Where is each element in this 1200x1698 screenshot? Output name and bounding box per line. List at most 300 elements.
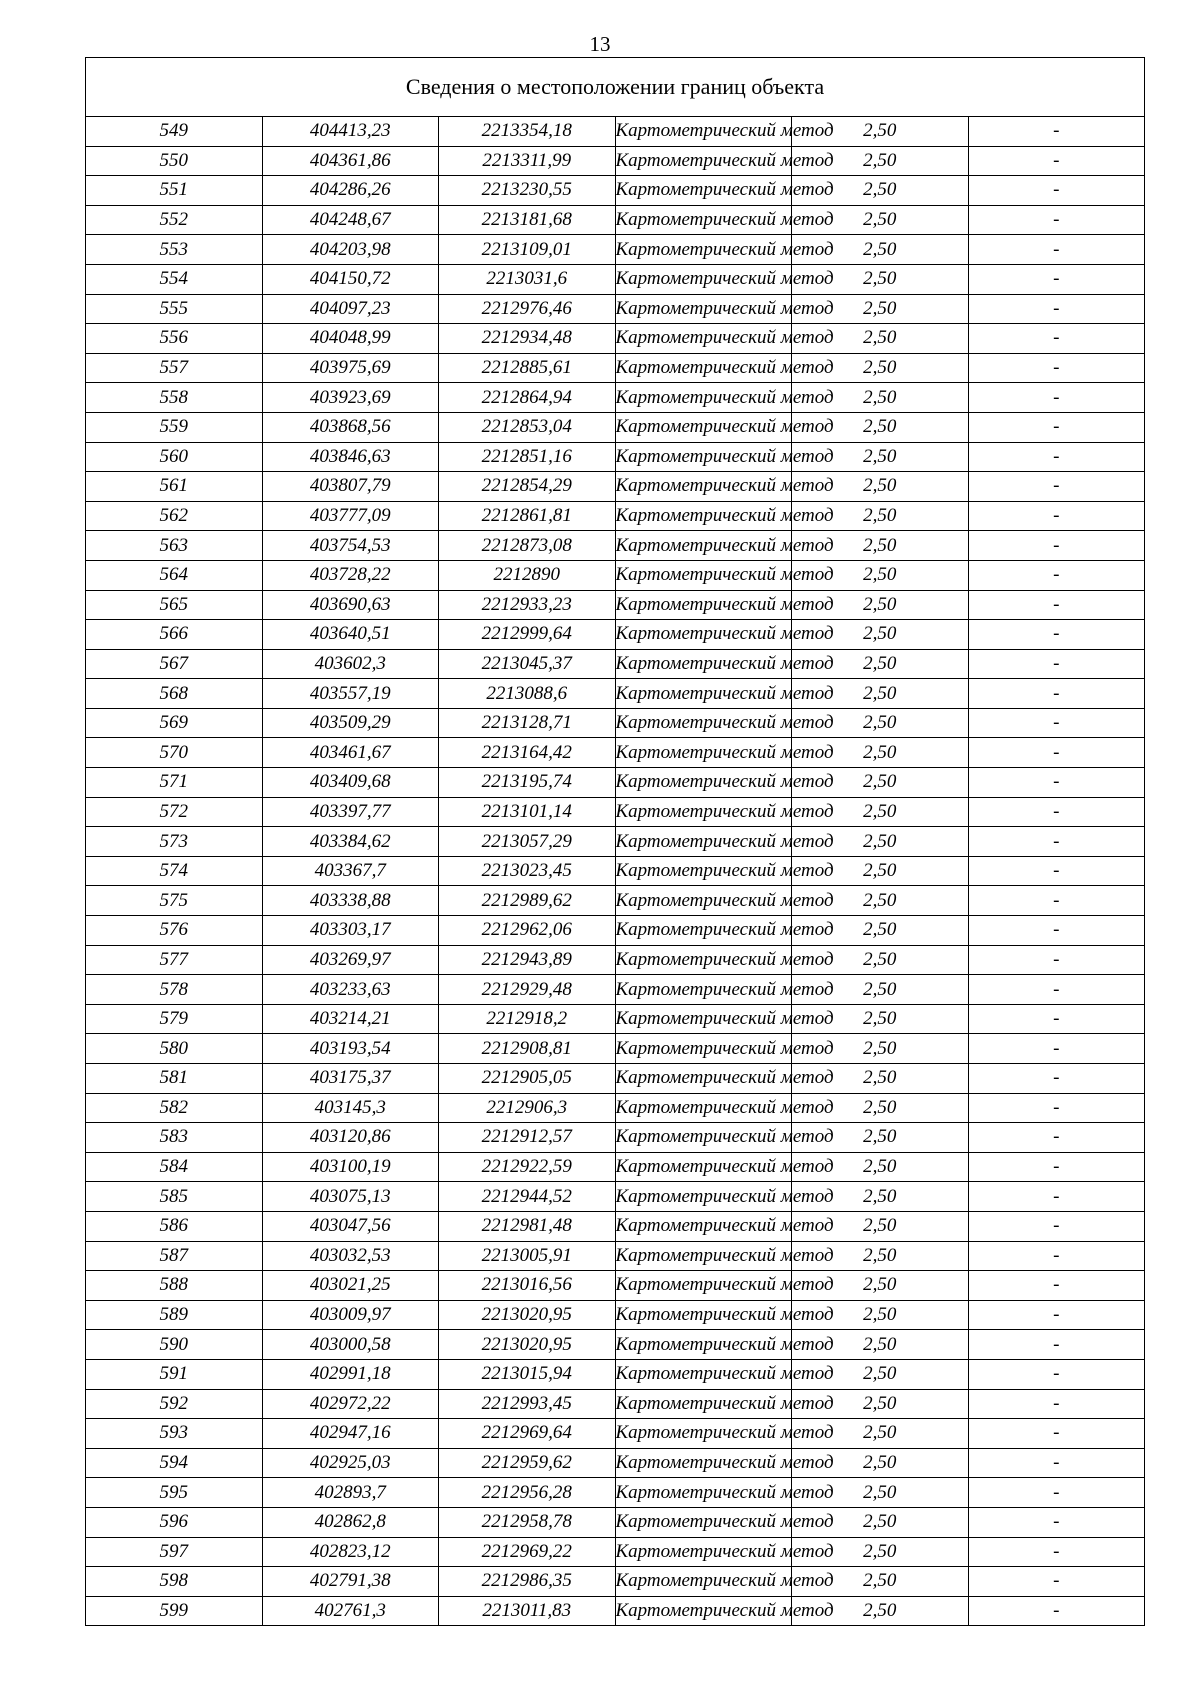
- y-coordinate-cell: 2213020,95: [439, 1300, 616, 1330]
- y-coordinate-cell: 2212969,64: [439, 1419, 616, 1449]
- accuracy-cell: 2,50: [792, 1093, 969, 1123]
- point-number-cell: 572: [86, 797, 263, 827]
- y-coordinate-cell: 2212912,57: [439, 1123, 616, 1153]
- point-number-cell: 588: [86, 1271, 263, 1301]
- point-number-cell: 596: [86, 1507, 263, 1537]
- point-number-cell: 578: [86, 975, 263, 1005]
- table-row: [86, 472, 1145, 502]
- accuracy-cell: 2,50: [792, 531, 969, 561]
- table-row: [86, 1359, 1145, 1389]
- y-coordinate-cell: 2212853,04: [439, 412, 616, 442]
- accuracy-cell: 2,50: [792, 768, 969, 798]
- method-cell: Картометрический метод: [615, 294, 792, 324]
- description-cell: -: [968, 383, 1145, 413]
- x-coordinate-cell: 404150,72: [262, 264, 439, 294]
- accuracy-cell: 2,50: [792, 916, 969, 946]
- x-coordinate-cell: 403975,69: [262, 353, 439, 383]
- description-cell: -: [968, 1537, 1145, 1567]
- accuracy-cell: 2,50: [792, 235, 969, 265]
- table-row: [86, 708, 1145, 738]
- method-cell: Картометрический метод: [615, 1034, 792, 1064]
- x-coordinate-cell: 402893,7: [262, 1478, 439, 1508]
- table-row: [86, 1004, 1145, 1034]
- x-coordinate-cell: 403032,53: [262, 1241, 439, 1271]
- table-row: [86, 945, 1145, 975]
- point-number-cell: 592: [86, 1389, 263, 1419]
- table-row: [86, 1182, 1145, 1212]
- accuracy-cell: 2,50: [792, 1596, 969, 1626]
- method-cell: Картометрический метод: [615, 590, 792, 620]
- point-number-cell: 549: [86, 117, 263, 147]
- accuracy-cell: 2,50: [792, 945, 969, 975]
- x-coordinate-cell: 403303,17: [262, 916, 439, 946]
- boundary-coordinates-table: [85, 57, 1145, 1626]
- method-cell: Картометрический метод: [615, 1359, 792, 1389]
- x-coordinate-cell: 402972,22: [262, 1389, 439, 1419]
- method-cell: Картометрический метод: [615, 176, 792, 206]
- point-number-cell: 591: [86, 1359, 263, 1389]
- table-row: [86, 176, 1145, 206]
- accuracy-cell: 2,50: [792, 975, 969, 1005]
- method-cell: Картометрический метод: [615, 1537, 792, 1567]
- point-number-cell: 562: [86, 501, 263, 531]
- method-cell: Картометрический метод: [615, 649, 792, 679]
- table-row: [86, 560, 1145, 590]
- y-coordinate-cell: 2213016,56: [439, 1271, 616, 1301]
- table-row: [86, 1300, 1145, 1330]
- table-row: [86, 1330, 1145, 1360]
- method-cell: Картометрический метод: [615, 827, 792, 857]
- table-row: [86, 620, 1145, 650]
- accuracy-cell: 2,50: [792, 1123, 969, 1153]
- x-coordinate-cell: 403640,51: [262, 620, 439, 650]
- point-number-cell: 580: [86, 1034, 263, 1064]
- y-coordinate-cell: 2212933,23: [439, 590, 616, 620]
- point-number-cell: 553: [86, 235, 263, 265]
- description-cell: -: [968, 708, 1145, 738]
- y-coordinate-cell: 2212854,29: [439, 472, 616, 502]
- accuracy-cell: 2,50: [792, 294, 969, 324]
- x-coordinate-cell: 403754,53: [262, 531, 439, 561]
- table-row: [86, 501, 1145, 531]
- accuracy-cell: 2,50: [792, 1507, 969, 1537]
- x-coordinate-cell: 404097,23: [262, 294, 439, 324]
- table-row: [86, 768, 1145, 798]
- x-coordinate-cell: 402862,8: [262, 1507, 439, 1537]
- point-number-cell: 581: [86, 1064, 263, 1094]
- x-coordinate-cell: 403602,3: [262, 649, 439, 679]
- y-coordinate-cell: 2213354,18: [439, 117, 616, 147]
- method-cell: Картометрический метод: [615, 1567, 792, 1597]
- accuracy-cell: 2,50: [792, 117, 969, 147]
- accuracy-cell: 2,50: [792, 1034, 969, 1064]
- x-coordinate-cell: 403397,77: [262, 797, 439, 827]
- accuracy-cell: 2,50: [792, 205, 969, 235]
- point-number-cell: 582: [86, 1093, 263, 1123]
- point-number-cell: 550: [86, 146, 263, 176]
- method-cell: Картометрический метод: [615, 1093, 792, 1123]
- method-cell: Картометрический метод: [615, 1241, 792, 1271]
- point-number-cell: 554: [86, 264, 263, 294]
- x-coordinate-cell: 403777,09: [262, 501, 439, 531]
- table-row: [86, 679, 1145, 709]
- point-number-cell: 584: [86, 1152, 263, 1182]
- point-number-cell: 587: [86, 1241, 263, 1271]
- y-coordinate-cell: 2212873,08: [439, 531, 616, 561]
- method-cell: Картометрический метод: [615, 1182, 792, 1212]
- accuracy-cell: 2,50: [792, 324, 969, 354]
- y-coordinate-cell: 2213181,68: [439, 205, 616, 235]
- y-coordinate-cell: 2212999,64: [439, 620, 616, 650]
- table-row: [86, 146, 1145, 176]
- accuracy-cell: 2,50: [792, 827, 969, 857]
- method-cell: Картометрический метод: [615, 679, 792, 709]
- description-cell: -: [968, 768, 1145, 798]
- x-coordinate-cell: 403000,58: [262, 1330, 439, 1360]
- method-cell: Картометрический метод: [615, 235, 792, 265]
- x-coordinate-cell: 403367,7: [262, 856, 439, 886]
- method-cell: Картометрический метод: [615, 264, 792, 294]
- point-number-cell: 566: [86, 620, 263, 650]
- y-coordinate-cell: 2213164,42: [439, 738, 616, 768]
- table-row: [86, 1448, 1145, 1478]
- description-cell: -: [968, 146, 1145, 176]
- accuracy-cell: 2,50: [792, 679, 969, 709]
- y-coordinate-cell: 2212943,89: [439, 945, 616, 975]
- accuracy-cell: 2,50: [792, 1300, 969, 1330]
- y-coordinate-cell: 2213101,14: [439, 797, 616, 827]
- method-cell: Картометрический метод: [615, 1064, 792, 1094]
- accuracy-cell: 2,50: [792, 146, 969, 176]
- accuracy-cell: 2,50: [792, 412, 969, 442]
- accuracy-cell: 2,50: [792, 1537, 969, 1567]
- y-coordinate-cell: 2212944,52: [439, 1182, 616, 1212]
- x-coordinate-cell: 403021,25: [262, 1271, 439, 1301]
- point-number-cell: 571: [86, 768, 263, 798]
- table-row: [86, 1064, 1145, 1094]
- x-coordinate-cell: 403461,67: [262, 738, 439, 768]
- description-cell: -: [968, 501, 1145, 531]
- x-coordinate-cell: 403846,63: [262, 442, 439, 472]
- y-coordinate-cell: 2212962,06: [439, 916, 616, 946]
- method-cell: Картометрический метод: [615, 1123, 792, 1153]
- description-cell: -: [968, 176, 1145, 206]
- accuracy-cell: 2,50: [792, 738, 969, 768]
- accuracy-cell: 2,50: [792, 797, 969, 827]
- description-cell: -: [968, 886, 1145, 916]
- table-title: Сведения о местоположении границ объекта: [86, 58, 1145, 117]
- x-coordinate-cell: 403269,97: [262, 945, 439, 975]
- method-cell: Картометрический метод: [615, 1330, 792, 1360]
- accuracy-cell: 2,50: [792, 353, 969, 383]
- description-cell: -: [968, 1478, 1145, 1508]
- description-cell: -: [968, 1271, 1145, 1301]
- x-coordinate-cell: 403075,13: [262, 1182, 439, 1212]
- x-coordinate-cell: 403338,88: [262, 886, 439, 916]
- y-coordinate-cell: 2213005,91: [439, 1241, 616, 1271]
- y-coordinate-cell: 2213011,83: [439, 1596, 616, 1626]
- accuracy-cell: 2,50: [792, 501, 969, 531]
- method-cell: Картометрический метод: [615, 945, 792, 975]
- accuracy-cell: 2,50: [792, 649, 969, 679]
- table-row: [86, 916, 1145, 946]
- y-coordinate-cell: 2212986,35: [439, 1567, 616, 1597]
- x-coordinate-cell: 403509,29: [262, 708, 439, 738]
- x-coordinate-cell: 404413,23: [262, 117, 439, 147]
- x-coordinate-cell: 404203,98: [262, 235, 439, 265]
- table-row: [86, 383, 1145, 413]
- description-cell: -: [968, 1152, 1145, 1182]
- accuracy-cell: 2,50: [792, 1271, 969, 1301]
- x-coordinate-cell: 404361,86: [262, 146, 439, 176]
- description-cell: -: [968, 412, 1145, 442]
- table-row: [86, 1507, 1145, 1537]
- accuracy-cell: 2,50: [792, 1389, 969, 1419]
- point-number-cell: 564: [86, 560, 263, 590]
- method-cell: Картометрический метод: [615, 383, 792, 413]
- y-coordinate-cell: 2213195,74: [439, 768, 616, 798]
- method-cell: Картометрический метод: [615, 916, 792, 946]
- method-cell: Картометрический метод: [615, 1507, 792, 1537]
- y-coordinate-cell: 2213109,01: [439, 235, 616, 265]
- method-cell: Картометрический метод: [615, 1300, 792, 1330]
- method-cell: Картометрический метод: [615, 1448, 792, 1478]
- description-cell: -: [968, 1034, 1145, 1064]
- y-coordinate-cell: 2213015,94: [439, 1359, 616, 1389]
- accuracy-cell: 2,50: [792, 1064, 969, 1094]
- page-number: 13: [589, 32, 611, 56]
- accuracy-cell: 2,50: [792, 1004, 969, 1034]
- description-cell: -: [968, 945, 1145, 975]
- table-row: [86, 1478, 1145, 1508]
- description-cell: -: [968, 324, 1145, 354]
- description-cell: -: [968, 1182, 1145, 1212]
- table-row: [86, 353, 1145, 383]
- table-row: [86, 1271, 1145, 1301]
- table-row: [86, 324, 1145, 354]
- point-number-cell: 557: [86, 353, 263, 383]
- method-cell: Картометрический метод: [615, 1271, 792, 1301]
- method-cell: Картометрический метод: [615, 620, 792, 650]
- method-cell: Картометрический метод: [615, 1389, 792, 1419]
- description-cell: -: [968, 738, 1145, 768]
- x-coordinate-cell: 403175,37: [262, 1064, 439, 1094]
- point-number-cell: 585: [86, 1182, 263, 1212]
- accuracy-cell: 2,50: [792, 1478, 969, 1508]
- table-row: [86, 649, 1145, 679]
- accuracy-cell: 2,50: [792, 1152, 969, 1182]
- x-coordinate-cell: 402991,18: [262, 1359, 439, 1389]
- method-cell: Картометрический метод: [615, 412, 792, 442]
- point-number-cell: 598: [86, 1567, 263, 1597]
- y-coordinate-cell: 2212906,3: [439, 1093, 616, 1123]
- table-row: [86, 531, 1145, 561]
- accuracy-cell: 2,50: [792, 1241, 969, 1271]
- point-number-cell: 570: [86, 738, 263, 768]
- y-coordinate-cell: 2213088,6: [439, 679, 616, 709]
- x-coordinate-cell: 404286,26: [262, 176, 439, 206]
- table-row: [86, 442, 1145, 472]
- point-number-cell: 579: [86, 1004, 263, 1034]
- y-coordinate-cell: 2213128,71: [439, 708, 616, 738]
- x-coordinate-cell: 403047,56: [262, 1211, 439, 1241]
- y-coordinate-cell: 2213045,37: [439, 649, 616, 679]
- table-row: [86, 1596, 1145, 1626]
- description-cell: -: [968, 560, 1145, 590]
- accuracy-cell: 2,50: [792, 1182, 969, 1212]
- method-cell: Картометрический метод: [615, 117, 792, 147]
- y-coordinate-cell: 2213230,55: [439, 176, 616, 206]
- method-cell: Картометрический метод: [615, 472, 792, 502]
- description-cell: -: [968, 353, 1145, 383]
- table-body: [86, 58, 1145, 1626]
- accuracy-cell: 2,50: [792, 1330, 969, 1360]
- x-coordinate-cell: 403728,22: [262, 560, 439, 590]
- table-row: [86, 1389, 1145, 1419]
- method-cell: Картометрический метод: [615, 442, 792, 472]
- x-coordinate-cell: 404048,99: [262, 324, 439, 354]
- table-row: [86, 1211, 1145, 1241]
- x-coordinate-cell: 403009,97: [262, 1300, 439, 1330]
- x-coordinate-cell: 403807,79: [262, 472, 439, 502]
- table-row: [86, 412, 1145, 442]
- point-number-cell: 583: [86, 1123, 263, 1153]
- y-coordinate-cell: 2212929,48: [439, 975, 616, 1005]
- x-coordinate-cell: 404248,67: [262, 205, 439, 235]
- y-coordinate-cell: 2213020,95: [439, 1330, 616, 1360]
- accuracy-cell: 2,50: [792, 264, 969, 294]
- method-cell: Картометрический метод: [615, 768, 792, 798]
- point-number-cell: 568: [86, 679, 263, 709]
- x-coordinate-cell: 403145,3: [262, 1093, 439, 1123]
- method-cell: Картометрический метод: [615, 1596, 792, 1626]
- point-number-cell: 558: [86, 383, 263, 413]
- description-cell: -: [968, 205, 1145, 235]
- table-row: [86, 886, 1145, 916]
- description-cell: -: [968, 590, 1145, 620]
- method-cell: Картометрический метод: [615, 886, 792, 916]
- accuracy-cell: 2,50: [792, 442, 969, 472]
- description-cell: -: [968, 620, 1145, 650]
- description-cell: -: [968, 294, 1145, 324]
- x-coordinate-cell: 403690,63: [262, 590, 439, 620]
- method-cell: Картометрический метод: [615, 501, 792, 531]
- x-coordinate-cell: 403384,62: [262, 827, 439, 857]
- x-coordinate-cell: 403100,19: [262, 1152, 439, 1182]
- x-coordinate-cell: 402947,16: [262, 1419, 439, 1449]
- table-row: [86, 205, 1145, 235]
- table-row: [86, 827, 1145, 857]
- method-cell: Картометрический метод: [615, 1478, 792, 1508]
- method-cell: Картометрический метод: [615, 1004, 792, 1034]
- description-cell: -: [968, 1389, 1145, 1419]
- table-row: [86, 1093, 1145, 1123]
- y-coordinate-cell: 2212851,16: [439, 442, 616, 472]
- method-cell: Картометрический метод: [615, 1419, 792, 1449]
- point-number-cell: 594: [86, 1448, 263, 1478]
- x-coordinate-cell: 402823,12: [262, 1537, 439, 1567]
- point-number-cell: 597: [86, 1537, 263, 1567]
- table-row: [86, 1537, 1145, 1567]
- table-row: [86, 1567, 1145, 1597]
- description-cell: -: [968, 264, 1145, 294]
- accuracy-cell: 2,50: [792, 856, 969, 886]
- x-coordinate-cell: 403214,21: [262, 1004, 439, 1034]
- x-coordinate-cell: 403868,56: [262, 412, 439, 442]
- method-cell: Картометрический метод: [615, 560, 792, 590]
- x-coordinate-cell: 403120,86: [262, 1123, 439, 1153]
- point-number-cell: 593: [86, 1419, 263, 1449]
- y-coordinate-cell: 2212890: [439, 560, 616, 590]
- accuracy-cell: 2,50: [792, 620, 969, 650]
- x-coordinate-cell: 403193,54: [262, 1034, 439, 1064]
- point-number-cell: 575: [86, 886, 263, 916]
- x-coordinate-cell: 402761,3: [262, 1596, 439, 1626]
- y-coordinate-cell: 2212922,59: [439, 1152, 616, 1182]
- description-cell: -: [968, 1448, 1145, 1478]
- table-row: [86, 1123, 1145, 1153]
- table-row: [86, 1152, 1145, 1182]
- method-cell: Картометрический метод: [615, 797, 792, 827]
- method-cell: Картометрический метод: [615, 353, 792, 383]
- x-coordinate-cell: 403557,19: [262, 679, 439, 709]
- point-number-cell: 555: [86, 294, 263, 324]
- table-row: [86, 590, 1145, 620]
- table-row: [86, 738, 1145, 768]
- point-number-cell: 589: [86, 1300, 263, 1330]
- description-cell: -: [968, 531, 1145, 561]
- point-number-cell: 559: [86, 412, 263, 442]
- table-row: [86, 1419, 1145, 1449]
- description-cell: -: [968, 1596, 1145, 1626]
- description-cell: -: [968, 1507, 1145, 1537]
- point-number-cell: 567: [86, 649, 263, 679]
- accuracy-cell: 2,50: [792, 1448, 969, 1478]
- point-number-cell: 565: [86, 590, 263, 620]
- accuracy-cell: 2,50: [792, 1359, 969, 1389]
- y-coordinate-cell: 2212934,48: [439, 324, 616, 354]
- x-coordinate-cell: 402791,38: [262, 1567, 439, 1597]
- accuracy-cell: 2,50: [792, 886, 969, 916]
- point-number-cell: 551: [86, 176, 263, 206]
- y-coordinate-cell: 2212905,05: [439, 1064, 616, 1094]
- method-cell: Картометрический метод: [615, 1211, 792, 1241]
- accuracy-cell: 2,50: [792, 590, 969, 620]
- description-cell: -: [968, 649, 1145, 679]
- accuracy-cell: 2,50: [792, 472, 969, 502]
- description-cell: -: [968, 1064, 1145, 1094]
- description-cell: -: [968, 1567, 1145, 1597]
- point-number-cell: 560: [86, 442, 263, 472]
- table-row: [86, 797, 1145, 827]
- x-coordinate-cell: 403409,68: [262, 768, 439, 798]
- table-row: [86, 1034, 1145, 1064]
- description-cell: -: [968, 679, 1145, 709]
- method-cell: Картометрический метод: [615, 708, 792, 738]
- table-row: [86, 235, 1145, 265]
- y-coordinate-cell: 2212908,81: [439, 1034, 616, 1064]
- description-cell: -: [968, 1004, 1145, 1034]
- y-coordinate-cell: 2213057,29: [439, 827, 616, 857]
- accuracy-cell: 2,50: [792, 1567, 969, 1597]
- accuracy-cell: 2,50: [792, 176, 969, 206]
- table-row: [86, 264, 1145, 294]
- y-coordinate-cell: 2212885,61: [439, 353, 616, 383]
- method-cell: Картометрический метод: [615, 531, 792, 561]
- y-coordinate-cell: 2212993,45: [439, 1389, 616, 1419]
- y-coordinate-cell: 2212989,62: [439, 886, 616, 916]
- method-cell: Картометрический метод: [615, 975, 792, 1005]
